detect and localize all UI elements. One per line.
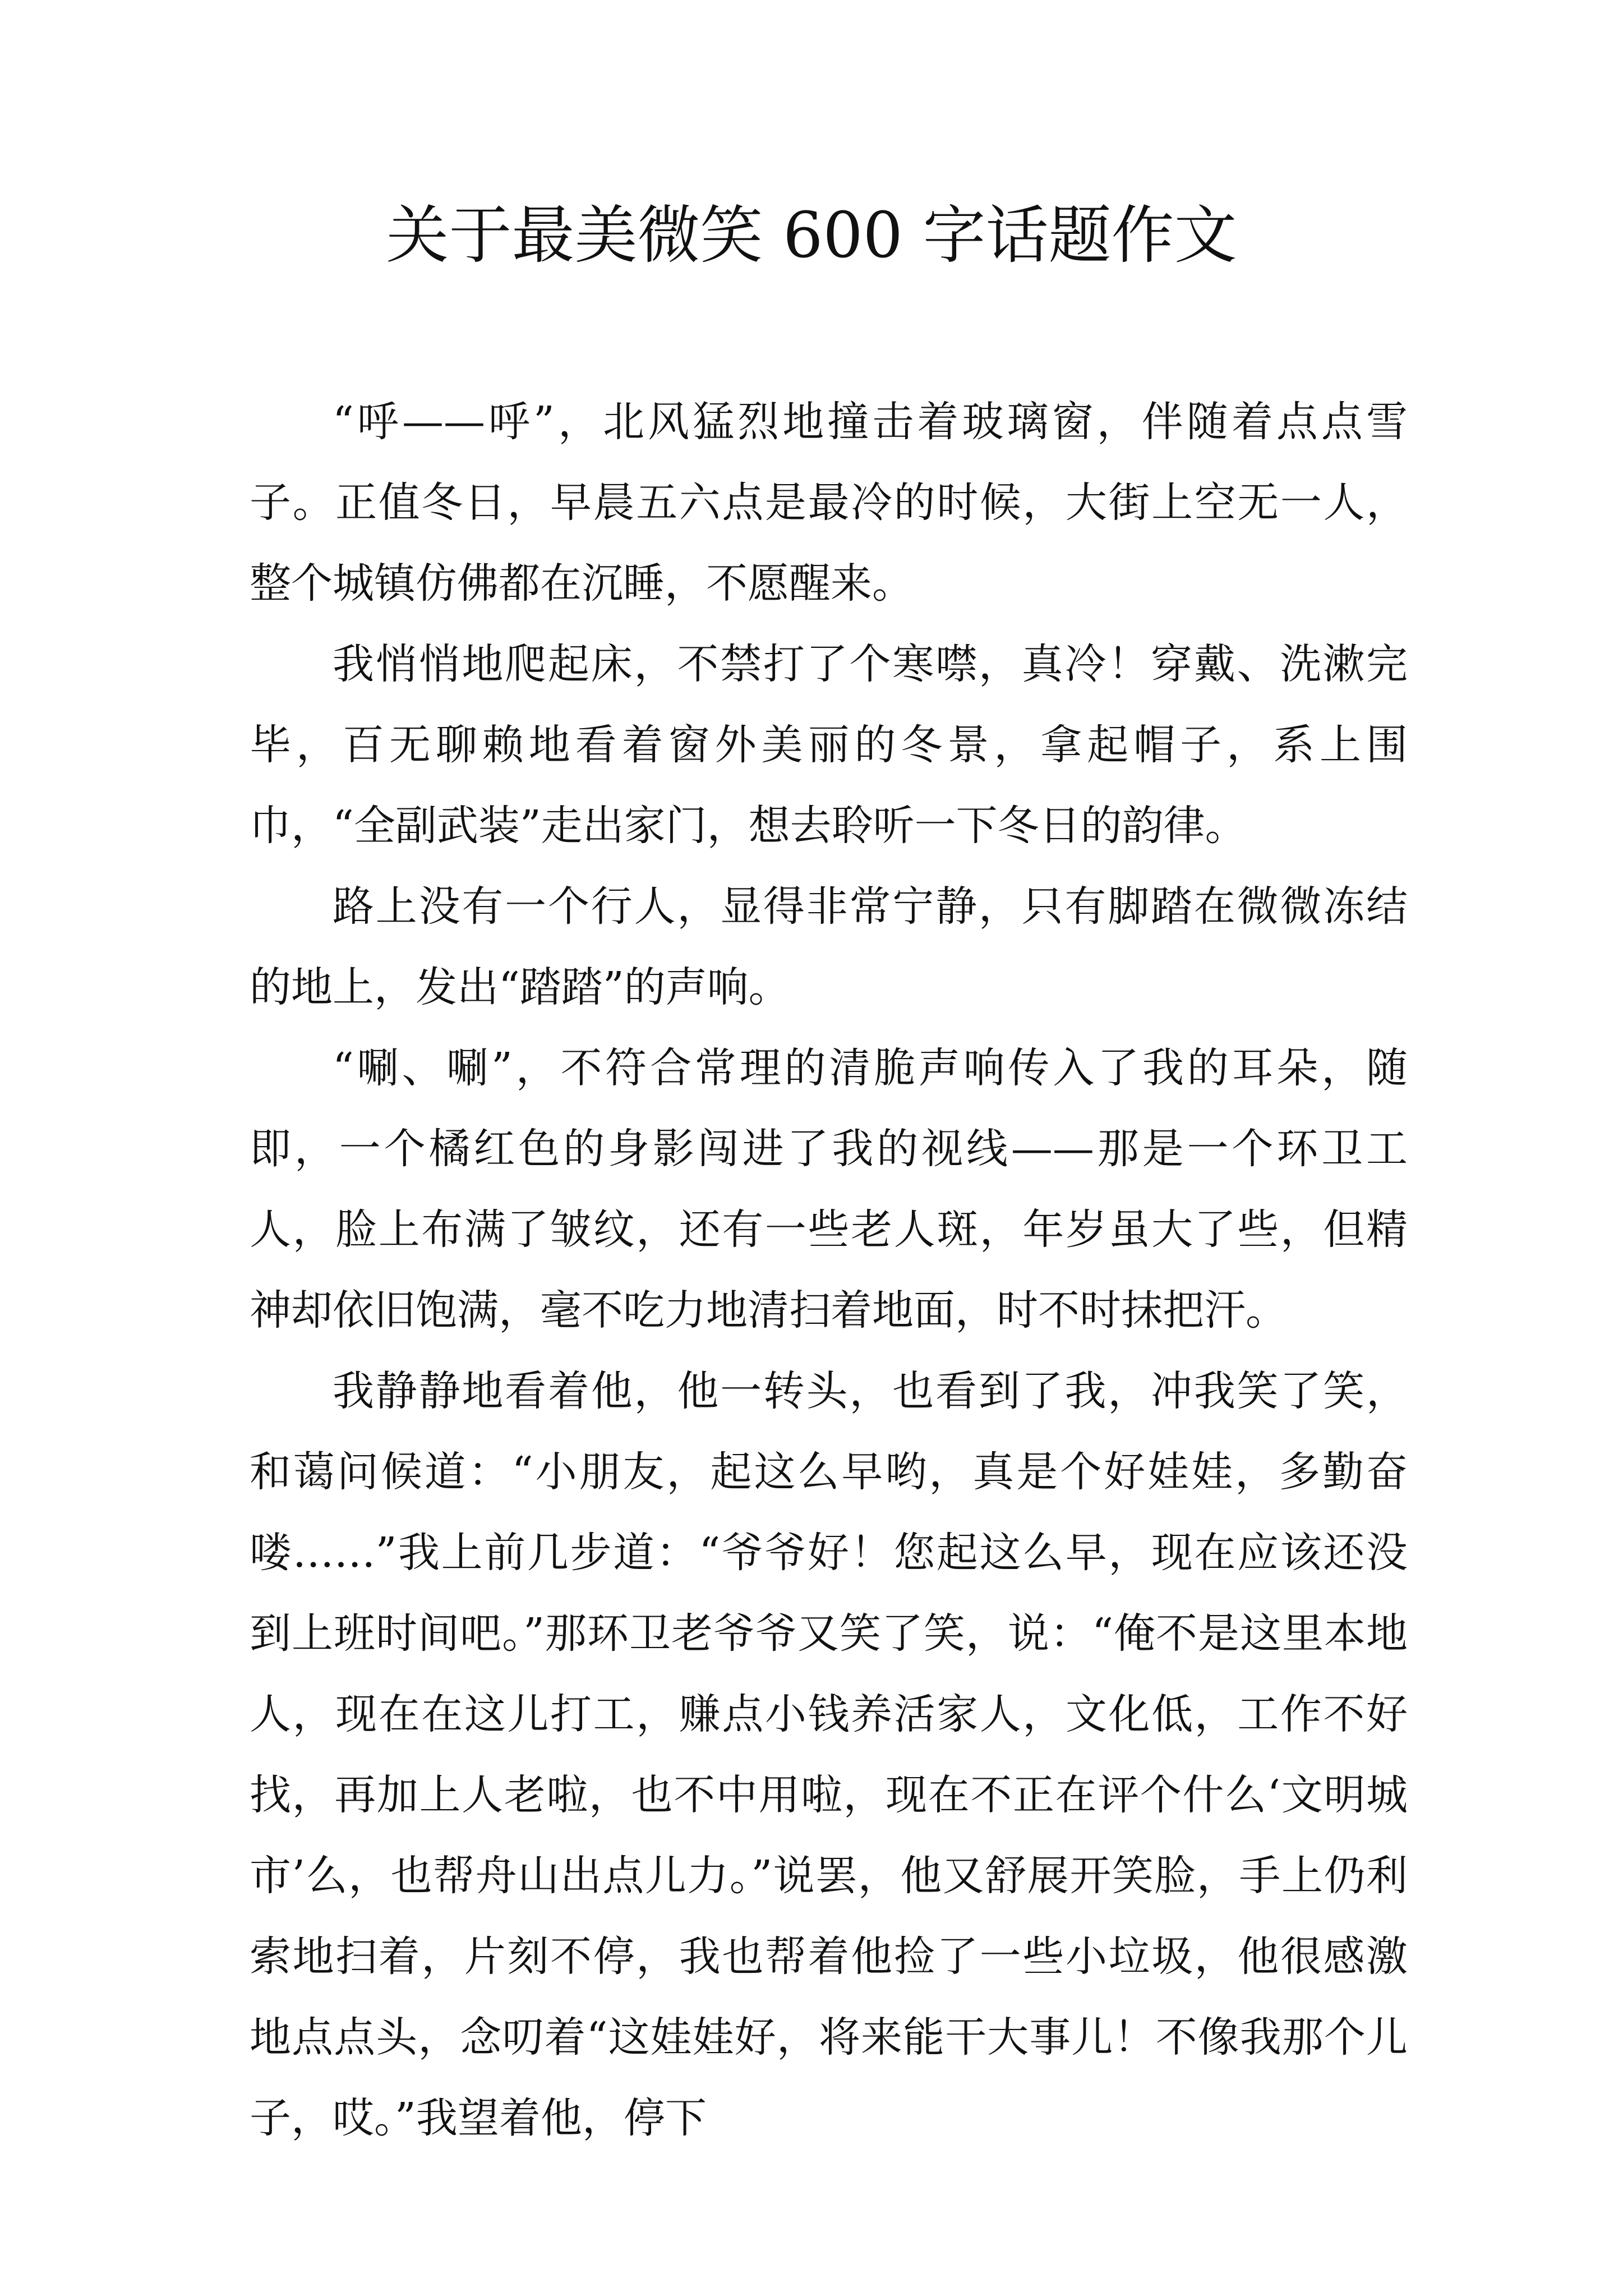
paragraph-1: “呼——呼”，北风猛烈地撞击着玻璃窗，伴随着点点雪子。正值冬日，早晨五六点是最冷的时候，大街上空无一人，整个城镇仿佛都在沉睡，不愿醒来。 [250, 398, 1408, 608]
paragraph-3: 路上没有一个行人，显得非常宁静，只有脚踏在微微冻结的地上，发出“踏踏”的声响。 [250, 882, 1408, 1011]
page-title: 关于最美微笑 600 字话题作文 [386, 199, 1237, 272]
paragraph-2: 我悄悄地爬起床，不禁打了个寒噤，真冷！穿戴、洗漱完毕，百无聊赖地看着窗外美丽的冬景，拿起帽子，系上围巾，“全副武装”走出家门，想去聆听一下冬日的韵律。 [250, 640, 1408, 850]
document-body [250, 381, 1408, 2159]
paragraph-5: 我静静地看着他，他一转头，也看到了我，冲我笑了笑，和蔼问候道：“小朋友，起这么早哟，真是个好娃娃，多勤奋喽……”我上前几步道：“爷爷好！您起这么早，现在应该还没到上班时间吧。”那环卫老爷爷又笑了笑，说：“俺不是这里本地人，现在在这儿打工，赚点小钱养活家人，文化低，工作不好找，再加上人老啦，也不中用啦，现在不正在评个什么‘文明城市’么，也帮舟山出点儿力。”说罢，他又舒展开笑脸，手上仍利索地扫着，片刻不停，我也帮着他捡了一些小垃圾，他很感激地点点头，念叨着“这娃娃好，将来能干大事儿！不像我那个儿子，哎。”我望着他，停下 [250, 1367, 1408, 2142]
paragraph-4: “唰、唰”，不符合常理的清脆声响传入了我的耳朵，随即，一个橘红色的身影闯进了我的视线——那是一个环卫工人，脸上布满了皱纹，还有一些老人斑，年岁虽大了些，但精神却依旧饱满，毫不吃力地清扫着地面，时不时抹把汗。 [250, 1044, 1408, 1335]
